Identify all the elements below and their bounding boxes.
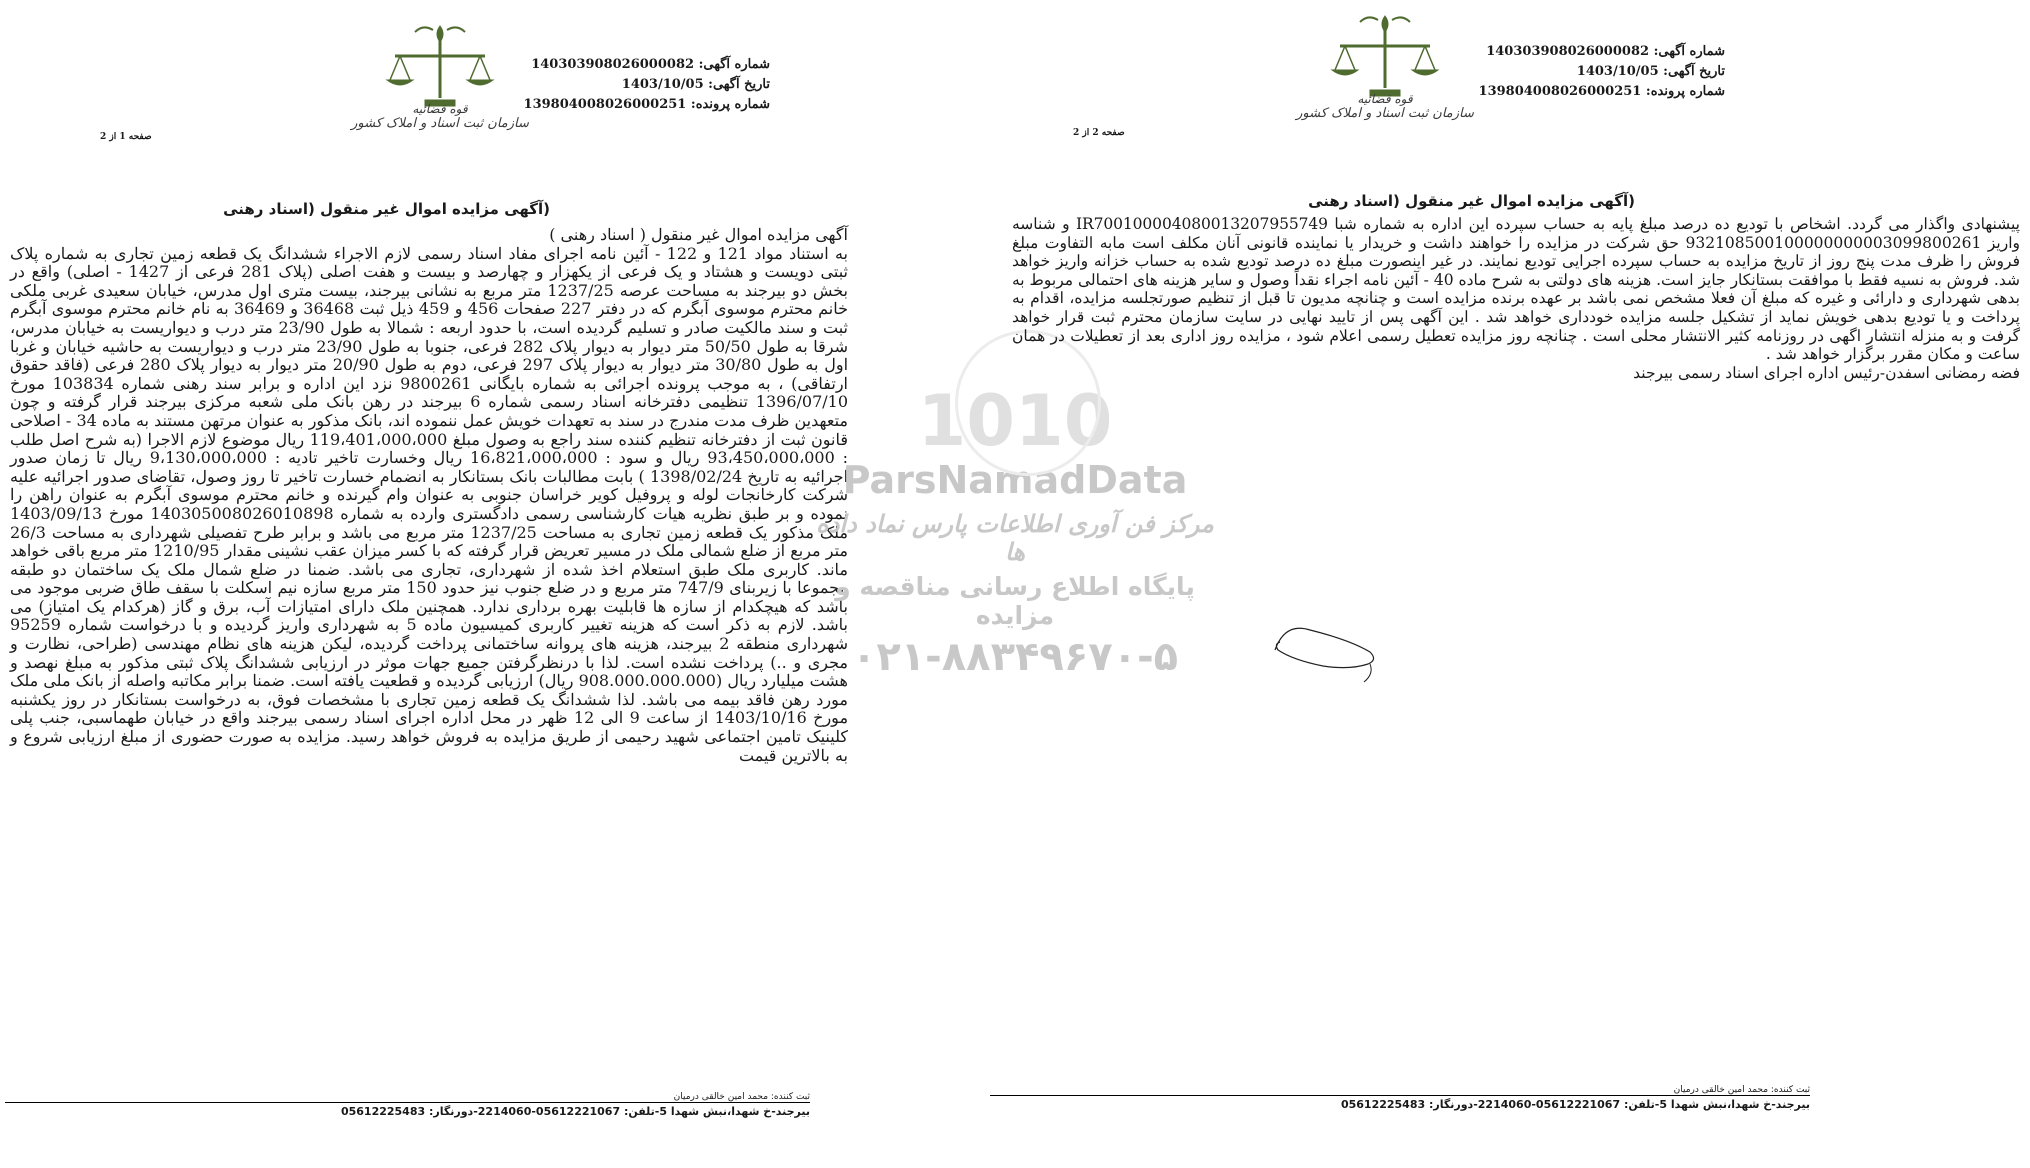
- notice-title: (آگهی مزایده اموال غیر منقول (اسناد رهنی: [1308, 192, 1635, 210]
- header-meta: [523, 55, 770, 115]
- org-line-1: قوه قضائیه: [1357, 92, 1413, 106]
- ad-date-row: تاریخ آگهی: 1403/10/05: [1576, 64, 1725, 79]
- ad-date-row: تاریخ آگهی: 1403/10/05: [621, 77, 770, 92]
- watermark-line-2: پایگاه اطلاع رسانی مناقصه و مزایده: [835, 572, 1195, 630]
- footer-address: بیرجند-خ شهدا،نبش شهدا 5-تلفن: 05612221067-2214060-دورنگار: 05612225483: [5, 1102, 810, 1118]
- page-number: صفحه 1 از 2: [100, 132, 152, 142]
- org-line-1: قوه قضائیه: [412, 102, 468, 116]
- notice-body: [1012, 215, 2020, 382]
- judiciary-emblem: [1290, 8, 1480, 128]
- notice-title: (آگهی مزایده اموال غیر منقول (اسناد رهنی: [223, 200, 550, 218]
- notice-body: [10, 226, 848, 765]
- org-line-2: سازمان ثبت اسناد و املاک کشور: [1296, 106, 1474, 121]
- paragraph: پیشنهادی واگذار می گردد. اشخاص با تودیع ده درصد مبلغ پایه به حساب سپرده این اداره به شماره شبا IR700100004080013207955749 و شناسه واریز 932108500100000000003099800261 حق شرکت در مزایده را خواهند داشت و خریدار یا نماینده قانونی آنان مکلف است مابه التفاوت مبلغ فروش را ظرف مدت پنج روز از تاریخ مزایده به حساب سپرده اجرایی تودیع نمایند. در غیر اینصورت مبلغ ده درصد تودیع شده به حساب خزانه واریز خواهد شد. فروش به نسیه فقط با موافقت بستانکار جایز است. هزینه های دولتی به شرح ماده 40 - آئین نامه اجراء نقداً وصول و سایر هزینه های احتمالی مربوط به بدهی شهرداری و دارائی و غیره که مبلغ آن فعلا مشخص نمی باشد بر عهده برنده مزایده است و چنانچه مدیون تا قبل از تنظیم صورتجلسه مزایده، اقدام به پرداخت و یا تودیع بدهی خویش نماید از تشکیل جلسه مزایده خودداری خواهد شد . این آگهی پس از تایید نهایی در سایت سازمان محترم ثبت قرار خواهد گرفت و به منزله انتشار اگهی در روزنامه کثیر الانتشار محلی است . چنانچه روز مزایده تعطیل رسمی اعلام شود ، مزایده روز اداری بعد از تعطیلات در همان ساعت و مکان مقرر برگزار خواهد شد .: [1012, 215, 2020, 364]
- header-meta: [1478, 42, 1725, 102]
- page-1: [0, 0, 1000, 1168]
- page-number: صفحه 2 از 2: [1073, 128, 1125, 138]
- judiciary-emblem: [345, 18, 535, 138]
- org-name: [1290, 92, 1480, 121]
- watermark-brand: ParsNamadData: [842, 458, 1188, 502]
- registrar-label: ثبت کننده: محمد امین خالقی درمیان: [1673, 1085, 1810, 1095]
- case-number-row: شماره پرونده: 139804008026000251: [1478, 84, 1725, 99]
- registrar-label: ثبت کننده: محمد امین خالقی درمیان: [673, 1092, 810, 1102]
- signature: [1270, 620, 1380, 690]
- watermark-numerals: 1010: [917, 380, 1113, 462]
- paragraph: به استناد مواد 121 و 122 - آئین نامه اجرای مفاد اسناد رسمی لازم الاجراء ششدانگ یک قطعه زمین تجاری به شماره پلاک ثبتی دویست و هشتاد و یک فرعی از یکهزار و چهارصد و بیست و هفت اصلی (پلاک 281 فرعی از 1427 - اصلی) واقع در بخش دو بیرجند به مساحت عرصه 1237/25 متر مربع به نشانی بیرجند، بیست متری اول مدرس، خیابان سعیدی غربی ملکی خانم محترم موسوی آبگرم که در دفتر 227 صفحات 456 و 459 ذیل ثبت 36468 و 36469 به نام خانم محترم موسوی آبگرم ثبت و سند مالکیت صادر و تسلیم گردیده است، با حدود اربعه : شمالا به طول 23/90 متر درب و دیواریست به خیابان مدرس، شرقا به طول 50/50 متر دیوار به دیوار پلاک 282 فرعی، جنوبا به طول 23/90 متر درب و دیواریست به حاشیه خیابان و غربا اول به طول 30/80 متر دیوار به دیوار پلاک 297 فرعی، دوم به طول 20/90 متر دیوار به دیوار پلاک 280 فرعی (فاقد حقوق ارتفاقی) ، به موجب پرونده اجرائی به شماره بایگانی 9800261 نزد این اداره و برابر سند رهنی شماره 103834 مورخ 1396/07/10 تنظیمی دفترخانه اسناد رسمی شماره 6 بیرجند در رهن بانک ملی شعبه مرکزی بیرجند قرار گرفته و چون متعهدین ظرف مدت مندرج در سند به تعهدات خویش عمل ننموده اند، بانک مذکور به عنوان مرتهن مستند به ماده 34 - اصلاحی قانون ثبت از دفترخانه تنظیم کننده سند راجع به وصول مبلغ 119،401،000،000 ریال موضوع لازم الاجرا (به شرح اصل طلب : 93،450،000،000 ریال و سود : 16،821،000،000 ریال وخسارت تاخیر تادیه : 9،130،000،000 ریال تا زمان صدور اجرائیه به تاریخ 1398/02/24 ) بابت مطالبات بانک بستانکار به انضمام خسارت تاخیر تا روز وصول، تقاضای صدور اجرائیه علیه شرکت کارخانجات لوله و پروفیل کویر خراسان جنوبی به عنوان وام گیرنده و خانم محترم موسوی آبگرم به عنوان راهن را نموده و بر طبق نظریه هیات کارشناسی رسمی دادگستری وارده به شماره 140305008026010898 مورخ 1403/09/13 ملک مذکور یک قطعه زمین تجاری به مساحت 1237/25 متر مربع می باشد و برابر طرح تفصیلی شهرداری به مساحت 26/3 متر مربع از ضلع شمالی ملک در مسیر تعریض قرار گرفته که با کسر میزان عقب نشینی مقدار 1210/95 متر مربع باقی خواهد ماند. کاربری ملک طبق استعلام اخذ شده از شهرداری، تجاری می باشد. ضمنا در ضلع شمال ملک یک ساختمان دو طبقه مجموعا با زیربنای 747/9 متر مربع و در ضلع جنوب نیز حدود 150 متر مربع سازه نیم اسکلت با سقف طاق ضربی موجود می باشد که هیچکدام از سازه ها قابلیت بهره برداری ندارد. همچنین ملک دارای امتیازات آب، برق و گاز (هرکدام یک امتیاز) می باشد. لازم به ذکر است که هزینه تغییر کاربری کمیسیون ماده 5 به شهرداری واریز گردیده و با درخواست شماره 95259 شهرداری منطقه 2 بیرجند، هزینه های پروانه ساختمانی پرداخت گردیده، لیکن هزینه های نظام مهندسی (طراحی، نظارت و مجری و ..) پرداخت نشده است. لذا با درنظرگرفتن جمیع جهات موثر در ارزیابی ششدانگ پلاک ثبتی مذکور به مبلغ نهصد و هشت میلیارد ریال (908.000.000.000 ریال) ارزیابی گردیده و قطعیت یافته است. ضمنا برابر مکاتبه واصله از بانک ملی ملک مورد رهن فاقد بیمه می باشد. لذا ششدانگ یک قطعه زمین تجاری با مشخصات فوق، به درخواست بستانکار در روز یکشنبه مورخ 1403/10/16 از ساعت 9 الی 12 ظهر در محل اداره اجرای اسناد رسمی بیرجند واقع در خیابان طهماسبی، جنب پلی کلینیک تامین اجتماعی شهید رحیمی از طریق مزایده به فروش خواهد رسید. مزایده به صورت حضوری از مبلغ ارزیابی شروع و به بالاترین قیمت: [10, 243, 849, 765]
- page-2: [990, 0, 2030, 1168]
- ad-number-row: شماره آگهی: 140303908026000082: [1486, 44, 1725, 59]
- watermark-line-1: مرکز فن آوری اطلاعات پارس نماد داده ها: [816, 510, 1214, 566]
- ad-number-row: شماره آگهی: 140303908026000082: [531, 57, 770, 72]
- footer: [990, 1085, 1810, 1111]
- org-name: [345, 102, 535, 131]
- watermark-phone: ۰۲۱-۸۸۳۴۹۶۷۰-۵: [851, 634, 1179, 680]
- org-line-2: سازمان ثبت اسناد و املاک کشور: [351, 116, 529, 131]
- paragraph: آگهی مزایده اموال غیر منقول ( اسناد رهنی ): [549, 225, 848, 244]
- footer: [5, 1092, 810, 1118]
- footer-address: بیرجند-خ شهدا،نبش شهدا 5-تلفن: 05612221067-2214060-دورنگار: 05612225483: [990, 1095, 1810, 1111]
- paragraph: فضه رمضانی اسفدن-رئیس اداره اجرای اسناد رسمی بیرجند: [1633, 363, 2020, 382]
- case-number-row: شماره پرونده: 139804008026000251: [523, 97, 770, 112]
